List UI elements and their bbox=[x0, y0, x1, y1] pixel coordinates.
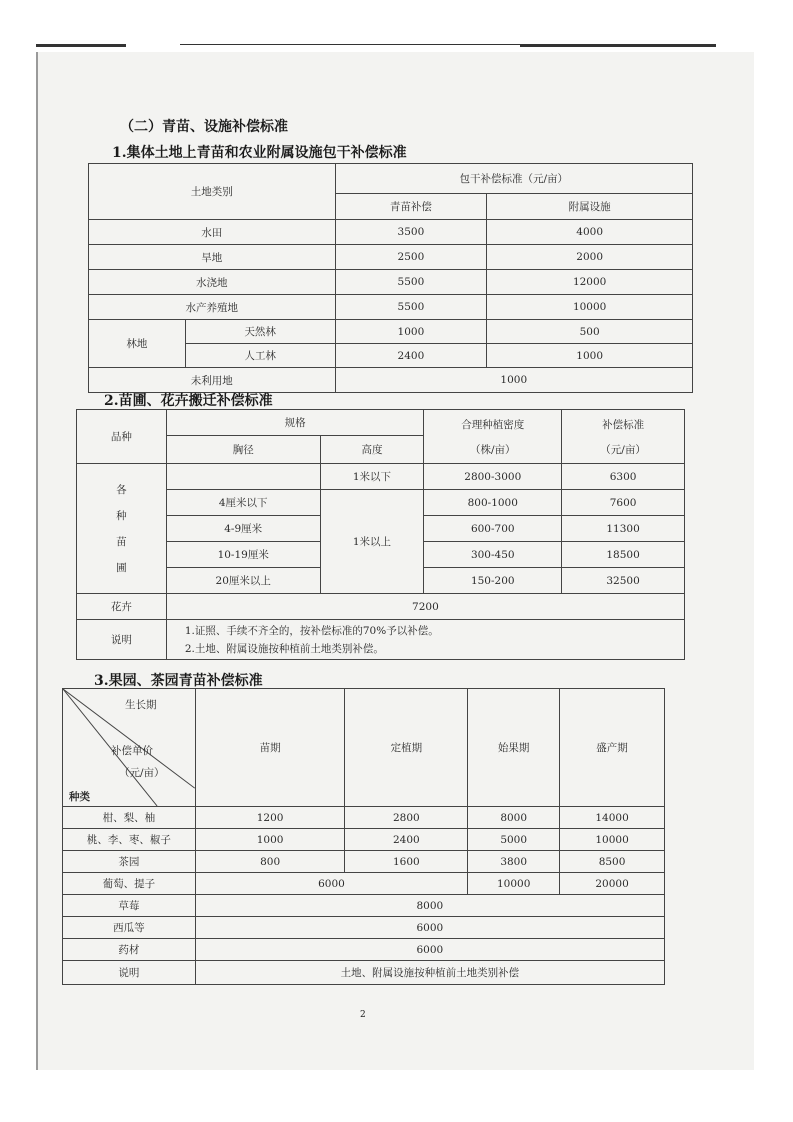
kind-value: 茶园 bbox=[63, 851, 196, 873]
dbh-empty bbox=[166, 464, 320, 490]
crop-value: 5500 bbox=[335, 295, 487, 320]
land-type: 水浇地 bbox=[89, 270, 336, 295]
density-unit: （株/亩） bbox=[469, 443, 516, 456]
header-land-type: 土地类别 bbox=[89, 164, 336, 220]
peak-value: 8500 bbox=[560, 851, 665, 873]
dbh-value: 20厘米以上 bbox=[166, 568, 320, 594]
note-label: 说明 bbox=[63, 961, 196, 985]
crop-value: 1000 bbox=[335, 320, 487, 344]
standard-value: 11300 bbox=[562, 516, 685, 542]
early-stage-value: 6000 bbox=[195, 873, 468, 895]
kind-value: 药材 bbox=[63, 939, 196, 961]
facility-value: 10000 bbox=[487, 295, 693, 320]
seedling-value: 800 bbox=[195, 851, 345, 873]
crop-value: 3500 bbox=[335, 220, 487, 245]
table-row bbox=[89, 295, 693, 320]
unused-value: 1000 bbox=[335, 368, 692, 393]
facility-value: 2000 bbox=[487, 245, 693, 270]
header-spec: 规格 bbox=[166, 410, 424, 436]
header-standard: 包干补偿标准（元/亩） bbox=[335, 164, 692, 194]
col-peak: 盛产期 bbox=[560, 689, 665, 807]
table-row bbox=[63, 917, 665, 939]
table1-title: 1.集体土地上青苗和农业附属设施包干补偿标准 bbox=[112, 145, 407, 161]
nursery-vertical-text: 各种苗圃 bbox=[116, 483, 127, 574]
scan-top-edge bbox=[520, 44, 716, 47]
col-planting: 定植期 bbox=[345, 689, 468, 807]
table-row bbox=[63, 939, 665, 961]
table-row bbox=[89, 270, 693, 295]
peak-value: 10000 bbox=[560, 829, 665, 851]
period-label: 生长期 bbox=[125, 699, 157, 711]
seedling-value: 1200 bbox=[195, 807, 345, 829]
table-row bbox=[77, 490, 685, 516]
forest-type: 人工林 bbox=[185, 344, 335, 368]
density-value: 300-450 bbox=[424, 542, 562, 568]
kind-value: 草莓 bbox=[63, 895, 196, 917]
planting-value: 2800 bbox=[345, 807, 468, 829]
dbh-value: 4-9厘米 bbox=[166, 516, 320, 542]
table-row bbox=[63, 961, 665, 985]
page-number: 2 bbox=[360, 1010, 366, 1020]
facility-value: 1000 bbox=[487, 344, 693, 368]
full-value: 6000 bbox=[195, 917, 664, 939]
table-row bbox=[63, 851, 665, 873]
note-line: 2.土地、附属设施按种植前土地类别补偿。 bbox=[184, 642, 384, 655]
scan-top-edge bbox=[36, 44, 126, 47]
note-cell bbox=[166, 620, 684, 660]
table-row bbox=[63, 873, 665, 895]
density-value: 600-700 bbox=[424, 516, 562, 542]
crop-value: 2500 bbox=[335, 245, 487, 270]
facility-value: 4000 bbox=[487, 220, 693, 245]
land-type: 水产养殖地 bbox=[89, 295, 336, 320]
facility-value: 12000 bbox=[487, 270, 693, 295]
table-row bbox=[89, 220, 693, 245]
note-line: 1.证照、手续不齐全的，按补偿标准的70%予以补偿。 bbox=[184, 624, 439, 637]
table-row bbox=[89, 245, 693, 270]
flower-label: 花卉 bbox=[77, 594, 167, 620]
kind-value: 桃、李、枣、椒子 bbox=[63, 829, 196, 851]
header-height: 高度 bbox=[320, 436, 424, 464]
kind-value: 西瓜等 bbox=[63, 917, 196, 939]
note-cell: 土地、附属设施按种植前土地类别补偿 bbox=[195, 961, 664, 985]
unit-label-2: （元/亩） bbox=[119, 767, 165, 779]
table-row bbox=[89, 368, 693, 393]
kind-label: 种类 bbox=[69, 791, 90, 803]
table-row bbox=[77, 464, 685, 490]
seedling-value: 1000 bbox=[195, 829, 345, 851]
header-density bbox=[424, 410, 562, 464]
early-fruit-value: 5000 bbox=[468, 829, 560, 851]
col-seedling: 苗期 bbox=[195, 689, 345, 807]
standard-value: 32500 bbox=[562, 568, 685, 594]
early-fruit-value: 8000 bbox=[468, 807, 560, 829]
density-value: 150-200 bbox=[424, 568, 562, 594]
peak-value: 14000 bbox=[560, 807, 665, 829]
facility-value: 500 bbox=[487, 320, 693, 344]
header-facility: 附属设施 bbox=[487, 194, 693, 220]
diagonal-header bbox=[63, 689, 196, 807]
standard-value: 18500 bbox=[562, 542, 685, 568]
standard-value: 6300 bbox=[562, 464, 685, 490]
crop-value: 2400 bbox=[335, 344, 487, 368]
full-value: 8000 bbox=[195, 895, 664, 917]
land-type: 未利用地 bbox=[89, 368, 336, 393]
table-row bbox=[89, 320, 693, 344]
land-compensation-table bbox=[88, 163, 693, 393]
peak-value: 20000 bbox=[560, 873, 665, 895]
nursery-label bbox=[77, 464, 167, 594]
density-value: 2800-3000 bbox=[424, 464, 562, 490]
header-variety: 品种 bbox=[77, 410, 167, 464]
nursery-table bbox=[76, 409, 685, 660]
forest-type: 天然林 bbox=[185, 320, 335, 344]
orchard-table bbox=[62, 688, 665, 985]
land-type: 旱地 bbox=[89, 245, 336, 270]
note-label: 说明 bbox=[77, 620, 167, 660]
header-dbh: 胸径 bbox=[166, 436, 320, 464]
table-row bbox=[63, 829, 665, 851]
header-crop: 青苗补偿 bbox=[335, 194, 487, 220]
table2-title: 2.苗圃、花卉搬迁补偿标准 bbox=[104, 393, 273, 409]
planting-value: 2400 bbox=[345, 829, 468, 851]
kind-value: 柑、梨、柚 bbox=[63, 807, 196, 829]
table-row bbox=[63, 807, 665, 829]
early-fruit-value: 10000 bbox=[468, 873, 560, 895]
table-row bbox=[77, 620, 685, 660]
table-row bbox=[63, 895, 665, 917]
table-row bbox=[77, 594, 685, 620]
full-value: 6000 bbox=[195, 939, 664, 961]
scan-top-edge bbox=[180, 44, 520, 45]
standard-unit: （元/亩） bbox=[600, 443, 646, 456]
dbh-value: 10-19厘米 bbox=[166, 542, 320, 568]
forest-label: 林地 bbox=[89, 320, 186, 368]
density-value: 800-1000 bbox=[424, 490, 562, 516]
section-title: （二）青苗、设施补偿标准 bbox=[120, 119, 288, 135]
col-early-fruit: 始果期 bbox=[468, 689, 560, 807]
density-label: 合理种植密度 bbox=[461, 418, 525, 431]
page-edge bbox=[36, 52, 38, 1070]
height-value: 1米以上 bbox=[320, 490, 424, 594]
header-standard bbox=[562, 410, 685, 464]
standard-value: 7600 bbox=[562, 490, 685, 516]
crop-value: 5500 bbox=[335, 270, 487, 295]
unit-label: 补偿单价 bbox=[111, 745, 153, 757]
height-value: 1米以下 bbox=[320, 464, 424, 490]
flower-value: 7200 bbox=[166, 594, 684, 620]
kind-value: 葡萄、提子 bbox=[63, 873, 196, 895]
standard-label: 补偿标准 bbox=[602, 418, 645, 431]
table3-title: 3.果园、茶园青苗补偿标准 bbox=[94, 673, 263, 689]
planting-value: 1600 bbox=[345, 851, 468, 873]
early-fruit-value: 3800 bbox=[468, 851, 560, 873]
dbh-value: 4厘米以下 bbox=[166, 490, 320, 516]
land-type: 水田 bbox=[89, 220, 336, 245]
